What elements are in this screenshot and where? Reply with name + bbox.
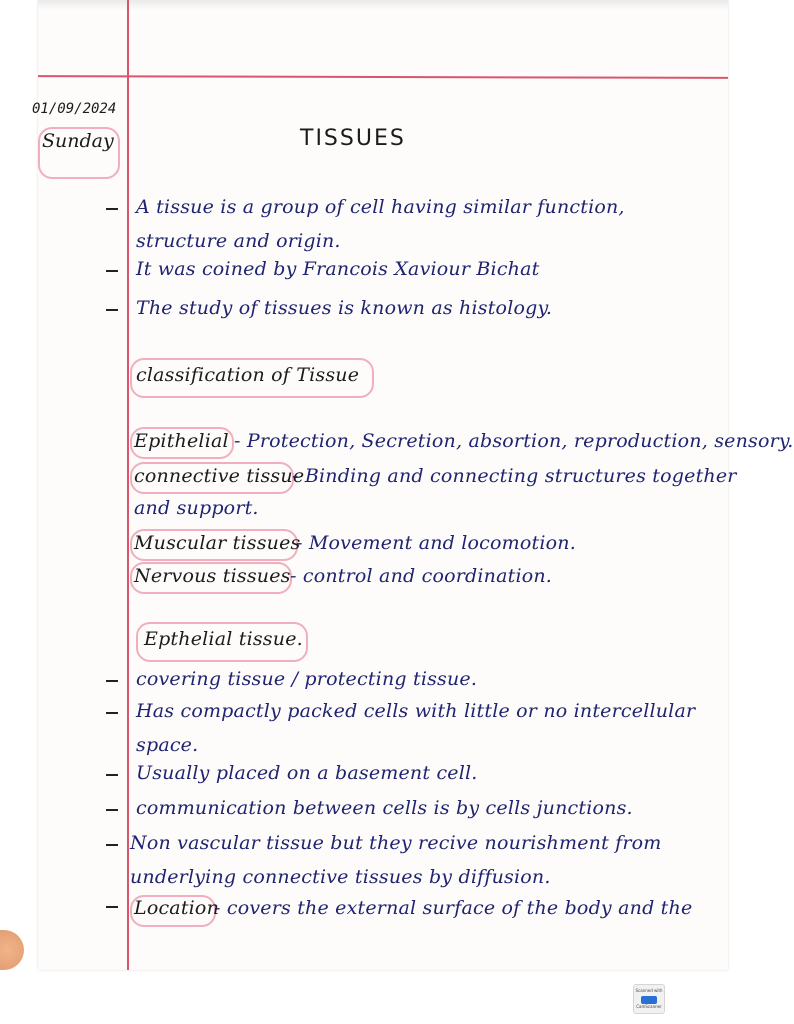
- page-title: TISSUES: [300, 126, 406, 151]
- bullet-dash: [106, 809, 118, 811]
- epithelial-point-2-cont: space.: [136, 734, 199, 756]
- epithelial-point-5-cont: underlying connective tissues by diffusion.: [130, 866, 551, 888]
- margin-line: [127, 0, 129, 970]
- camscanner-logo-icon: [641, 996, 657, 1004]
- bullet-dash: [106, 906, 118, 908]
- term-muscular: Muscular tissues: [134, 532, 301, 554]
- classification-heading: classification of Tissue: [136, 364, 360, 386]
- desc-connective: - Binding and connecting structures together: [292, 465, 737, 487]
- bullet-dash: [106, 712, 118, 714]
- page-top-shadow: [38, 0, 728, 10]
- notebook-page: [32, 0, 794, 970]
- bullet-dash: [106, 680, 118, 682]
- desc-nervous: - control and coordination.: [290, 565, 553, 587]
- finger-edge: [0, 930, 24, 970]
- desc-muscular: - Movement and locomotion.: [296, 532, 576, 554]
- location-term: Location: [134, 897, 220, 919]
- epithelial-point-5: Non vascular tissue but they recive nourishment from: [130, 832, 662, 854]
- desc-connective-cont: and support.: [134, 497, 259, 519]
- intro-point-1-cont: structure and origin.: [136, 230, 341, 252]
- epithelial-point-3: Usually placed on a basement cell.: [136, 762, 478, 784]
- camscanner-badge: [633, 984, 665, 1014]
- term-connective: connective tissue: [134, 465, 305, 487]
- bullet-dash: [106, 270, 118, 272]
- epithelial-point-2: Has compactly packed cells with little or no intercellular: [136, 700, 696, 722]
- desc-epithelial: - Protection, Secretion, absortion, reproduction, sensory.: [234, 430, 794, 452]
- day: Sunday: [42, 130, 114, 152]
- term-epithelial: Epithelial: [134, 430, 229, 452]
- location-desc: - covers the external surface of the body and the: [214, 897, 693, 919]
- date: 01/09/2024: [32, 101, 117, 117]
- bullet-dash: [106, 208, 118, 210]
- intro-point-2: It was coined by Francois Xaviour Bichat: [136, 258, 540, 280]
- term-nervous: Nervous tissues: [134, 565, 291, 587]
- scanner-line-1: Scanned with: [635, 988, 663, 993]
- epithelial-heading: Epthelial tissue.: [144, 628, 303, 650]
- bullet-dash: [106, 844, 118, 846]
- intro-point-1: A tissue is a group of cell having similar function,: [136, 196, 625, 218]
- bullet-dash: [106, 309, 118, 311]
- scanner-line-2: CamScanner: [636, 1004, 662, 1009]
- intro-point-3: The study of tissues is known as histology.: [136, 297, 553, 319]
- epithelial-point-1: covering tissue / protecting tissue.: [136, 668, 478, 690]
- header-line: [38, 75, 728, 79]
- bullet-dash: [106, 774, 118, 776]
- epithelial-point-4: communication between cells is by cells junctions.: [136, 797, 633, 819]
- day-highlight: [38, 127, 120, 179]
